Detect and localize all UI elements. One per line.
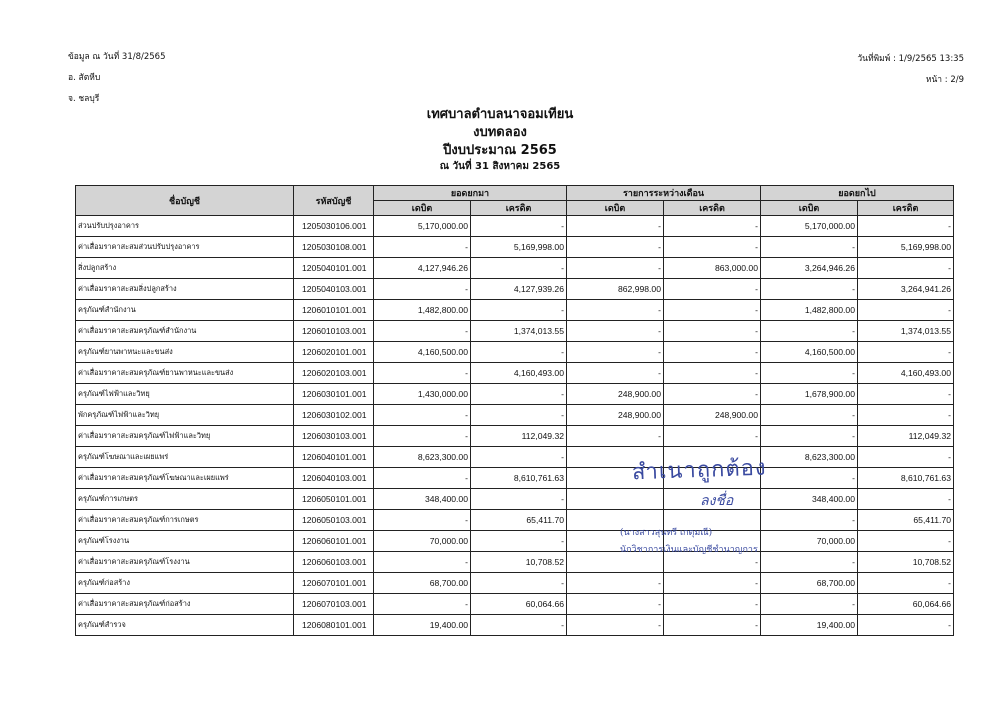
table-row [76,489,954,510]
cf-debit-cell: - [761,510,858,531]
cf-credit-cell: 65,411.70 [858,510,954,531]
fiscal-year: ปีงบประมาณ 2565 [443,143,557,158]
cf-debit-cell: 8,623,300.00 [761,447,858,468]
account-name-cell: สิ่งปลูกสร้าง [76,258,294,279]
bf-credit-cell: 112,049.32 [471,426,567,447]
account-code-cell: 1206020103.001 [294,363,374,384]
bf-credit-cell: - [471,300,567,321]
header-monthly: รายการระหว่างเดือน [567,186,761,201]
account-code-cell: 1205040101.001 [294,258,374,279]
bf-credit-cell: - [471,573,567,594]
account-code-cell: 1206080101.001 [294,615,374,636]
monthly-credit-cell: - [664,279,761,300]
cf-credit-cell: 4,160,493.00 [858,363,954,384]
account-code-cell: 1206070101.001 [294,573,374,594]
cf-debit-cell: 1,482,800.00 [761,300,858,321]
bf-credit-cell: - [471,615,567,636]
cf-credit-cell: - [858,384,954,405]
bf-credit-cell: - [471,258,567,279]
account-code-cell: 1206050101.001 [294,489,374,510]
account-code-cell: 1206050103.001 [294,510,374,531]
header-credit: เครดิต [664,201,761,216]
account-code-cell: 1205030108.001 [294,237,374,258]
table-row [76,237,954,258]
account-name-cell: ครุภัณฑ์สำนักงาน [76,300,294,321]
table-row [76,552,954,573]
header-credit: เครดิต [858,201,954,216]
cf-debit-cell: 5,170,000.00 [761,216,858,237]
cf-credit-cell: 8,610,761.63 [858,468,954,489]
province: จ. ชลบุรี [68,94,100,104]
certified-copy-stamp: สำเนาถูกต้อง [631,455,768,486]
bf-debit-cell: 8,623,300.00 [374,447,471,468]
header-account-code: รหัสบัญชี [294,186,374,216]
table-row [76,405,954,426]
table-row [76,615,954,636]
bf-debit-cell: - [374,405,471,426]
data-date: ข้อมูล ณ วันที่ 31/8/2565 [68,52,166,62]
cf-debit-cell: - [761,405,858,426]
table-row [76,363,954,384]
bf-credit-cell: - [471,216,567,237]
table-row [76,573,954,594]
table-row [76,594,954,615]
account-name-cell: พักครุภัณฑ์ไฟฟ้าและวิทยุ [76,405,294,426]
monthly-debit-cell: - [567,216,664,237]
cf-credit-cell: 1,374,013.55 [858,321,954,342]
account-name-cell: ค่าเสื่อมราคาสะสมครุภัณฑ์โฆษณาและเผยแพร่ [76,468,294,489]
monthly-debit-cell: - [567,615,664,636]
print-date: วันที่พิมพ์ : 1/9/2565 13:35 [857,54,964,64]
bf-credit-cell: 10,708.52 [471,552,567,573]
bf-credit-cell: 60,064.66 [471,594,567,615]
cf-credit-cell: 5,169,998.00 [858,237,954,258]
table-row [76,384,954,405]
cf-debit-cell: - [761,237,858,258]
cf-credit-cell: 112,049.32 [858,426,954,447]
account-name-cell: ค่าเสื่อมราคาสะสมครุภัณฑ์สำนักงาน [76,321,294,342]
account-code-cell: 1206040101.001 [294,447,374,468]
trial-balance-table [75,185,954,636]
as-of-date: ณ วันที่ 31 สิงหาคม 2565 [439,161,561,172]
account-name-cell: ค่าเสื่อมราคาสะสมครุภัณฑ์โรงงาน [76,552,294,573]
cf-debit-cell: 1,678,900.00 [761,384,858,405]
monthly-debit-cell: - [567,321,664,342]
account-code-cell: 1206040103.001 [294,468,374,489]
table-row [76,321,954,342]
table-row [76,258,954,279]
bf-debit-cell: 4,127,946.26 [374,258,471,279]
bf-debit-cell: - [374,426,471,447]
bf-debit-cell: 5,170,000.00 [374,216,471,237]
monthly-credit-cell: - [664,384,761,405]
bf-credit-cell: 65,411.70 [471,510,567,531]
cf-credit-cell: - [858,405,954,426]
organization-title: เทศบาลตำบลนาจอมเทียน [426,107,574,122]
cf-credit-cell: 10,708.52 [858,552,954,573]
table-row [76,447,954,468]
monthly-credit-cell: - [664,363,761,384]
table-row [76,510,954,531]
account-name-cell: ค่าเสื่อมราคาสะสมครุภัณฑ์ก่อสร้าง [76,594,294,615]
bf-debit-cell: 70,000.00 [374,531,471,552]
monthly-debit-cell: - [567,237,664,258]
monthly-credit-cell: - [664,300,761,321]
cf-credit-cell: - [858,300,954,321]
bf-debit-cell: - [374,279,471,300]
monthly-credit-cell: - [664,426,761,447]
header-account-name: ชื่อบัญชี [76,186,294,216]
bf-credit-cell: - [471,342,567,363]
monthly-credit-cell: - [664,216,761,237]
account-code-cell: 1206070103.001 [294,594,374,615]
bf-debit-cell: 4,160,500.00 [374,342,471,363]
table-row [76,426,954,447]
report-titles [0,106,1000,174]
cf-debit-cell: 4,160,500.00 [761,342,858,363]
table-row [76,342,954,363]
cf-credit-cell: - [858,531,954,552]
header-credit: เครดิต [471,201,567,216]
table-row [76,468,954,489]
bf-credit-cell: 1,374,013.55 [471,321,567,342]
account-name-cell: ค่าเสื่อมราคาสะสมสิ่งปลูกสร้าง [76,279,294,300]
monthly-credit-cell: - [664,615,761,636]
bf-debit-cell: - [374,468,471,489]
monthly-debit-cell: 862,998.00 [567,279,664,300]
account-name-cell: ค่าเสื่อมราคาสะสมครุภัณฑ์ไฟฟ้าและวิทยุ [76,426,294,447]
bf-debit-cell: - [374,237,471,258]
monthly-debit-cell: - [567,300,664,321]
bf-debit-cell: - [374,594,471,615]
monthly-credit-cell: - [664,321,761,342]
cf-debit-cell: - [761,426,858,447]
monthly-credit-cell: - [664,342,761,363]
bf-credit-cell: - [471,405,567,426]
monthly-debit-cell: - [567,342,664,363]
cf-debit-cell: 70,000.00 [761,531,858,552]
monthly-credit-cell: - [664,594,761,615]
bf-debit-cell: - [374,363,471,384]
monthly-credit-cell: 248,900.00 [664,405,761,426]
cf-debit-cell: - [761,279,858,300]
bf-debit-cell: - [374,552,471,573]
cf-credit-cell: - [858,489,954,510]
cf-credit-cell: - [858,342,954,363]
cf-credit-cell: 60,064.66 [858,594,954,615]
account-name-cell: ค่าเสื่อมราคาสะสมครุภัณฑ์ยานพาหนะและขนส่ง [76,363,294,384]
account-code-cell: 1206030101.001 [294,384,374,405]
cf-debit-cell: - [761,363,858,384]
account-name-cell: ครุภัณฑ์โฆษณาและเผยแพร่ [76,447,294,468]
monthly-debit-cell: - [567,426,664,447]
bf-credit-cell: 8,610,761.63 [471,468,567,489]
district: อ. สัตหีบ [68,73,101,83]
table-body [76,216,954,636]
header-debit: เดบิต [374,201,471,216]
cf-credit-cell: - [858,447,954,468]
cf-debit-cell: - [761,552,858,573]
account-code-cell: 1206020101.001 [294,342,374,363]
cf-debit-cell: 68,700.00 [761,573,858,594]
account-code-cell: 1206060103.001 [294,552,374,573]
table-row [76,300,954,321]
report-meta-right [857,54,964,96]
monthly-debit-cell: 248,900.00 [567,384,664,405]
account-code-cell: 1205030106.001 [294,216,374,237]
cf-debit-cell: 19,400.00 [761,615,858,636]
monthly-credit-cell: 863,000.00 [664,258,761,279]
bf-debit-cell: 348,400.00 [374,489,471,510]
bf-credit-cell: - [471,447,567,468]
header-carried-forward: ยอดยกไป [761,186,954,201]
account-code-cell: 1206010101.001 [294,300,374,321]
account-name-cell: ค่าเสื่อมราคาสะสมส่วนปรับปรุงอาคาร [76,237,294,258]
monthly-debit-cell: - [567,573,664,594]
signer-name: (นางสาวสุนทรี เกตุมณี) [620,528,713,538]
monthly-debit-cell [567,489,664,510]
monthly-debit-cell: 248,900.00 [567,405,664,426]
cf-credit-cell: 3,264,941.26 [858,279,954,300]
bf-credit-cell: 5,169,998.00 [471,237,567,258]
account-name-cell: ครุภัณฑ์ก่อสร้าง [76,573,294,594]
bf-credit-cell: - [471,384,567,405]
account-name-cell: ค่าเสื่อมราคาสะสมครุภัณฑ์การเกษตร [76,510,294,531]
account-name-cell: ครุภัณฑ์โรงงาน [76,531,294,552]
table-row [76,216,954,237]
cf-credit-cell: - [858,615,954,636]
table-row [76,531,954,552]
bf-credit-cell: 4,127,939.26 [471,279,567,300]
monthly-credit-cell: - [664,552,761,573]
bf-credit-cell: 4,160,493.00 [471,363,567,384]
bf-debit-cell: 1,482,800.00 [374,300,471,321]
monthly-credit-cell: - [664,237,761,258]
header-debit: เดบิต [567,201,664,216]
monthly-debit-cell: - [567,363,664,384]
bf-debit-cell: - [374,321,471,342]
cf-credit-cell: - [858,573,954,594]
bf-debit-cell: - [374,510,471,531]
cf-debit-cell: - [761,468,858,489]
bf-debit-cell: 1,430,000.00 [374,384,471,405]
bf-credit-cell: - [471,489,567,510]
bf-debit-cell: 19,400.00 [374,615,471,636]
cf-credit-cell: - [858,216,954,237]
account-code-cell: 1206010103.001 [294,321,374,342]
account-name-cell: ครุภัณฑ์การเกษตร [76,489,294,510]
account-code-cell: 1206030103.001 [294,426,374,447]
bf-debit-cell: 68,700.00 [374,573,471,594]
account-code-cell: 1205040103.001 [294,279,374,300]
account-name-cell: ครุภัณฑ์สำรวจ [76,615,294,636]
page-number: หน้า : 2/9 [925,75,964,85]
cf-debit-cell: - [761,594,858,615]
cf-debit-cell: - [761,321,858,342]
account-name-cell: ครุภัณฑ์ยานพาหนะและขนส่ง [76,342,294,363]
cf-debit-cell: 3,264,946.26 [761,258,858,279]
table-row [76,279,954,300]
cf-credit-cell: - [858,258,954,279]
monthly-credit-cell: - [664,573,761,594]
signature: ลงชื่อ [700,493,734,509]
monthly-debit-cell: - [567,594,664,615]
account-name-cell: ส่วนปรับปรุงอาคาร [76,216,294,237]
report-title: งบทดลอง [473,125,527,140]
header-brought-forward: ยอดยกมา [374,186,567,201]
account-code-cell: 1206060101.001 [294,531,374,552]
header-debit: เดบิต [761,201,858,216]
account-code-cell: 1206030102.001 [294,405,374,426]
account-name-cell: ครุภัณฑ์ไฟฟ้าและวิทยุ [76,384,294,405]
bf-credit-cell: - [471,531,567,552]
signer-position: นักวิชาการเงินและบัญชีชำนาญการ [620,545,758,555]
cf-debit-cell: 348,400.00 [761,489,858,510]
monthly-debit-cell: - [567,258,664,279]
